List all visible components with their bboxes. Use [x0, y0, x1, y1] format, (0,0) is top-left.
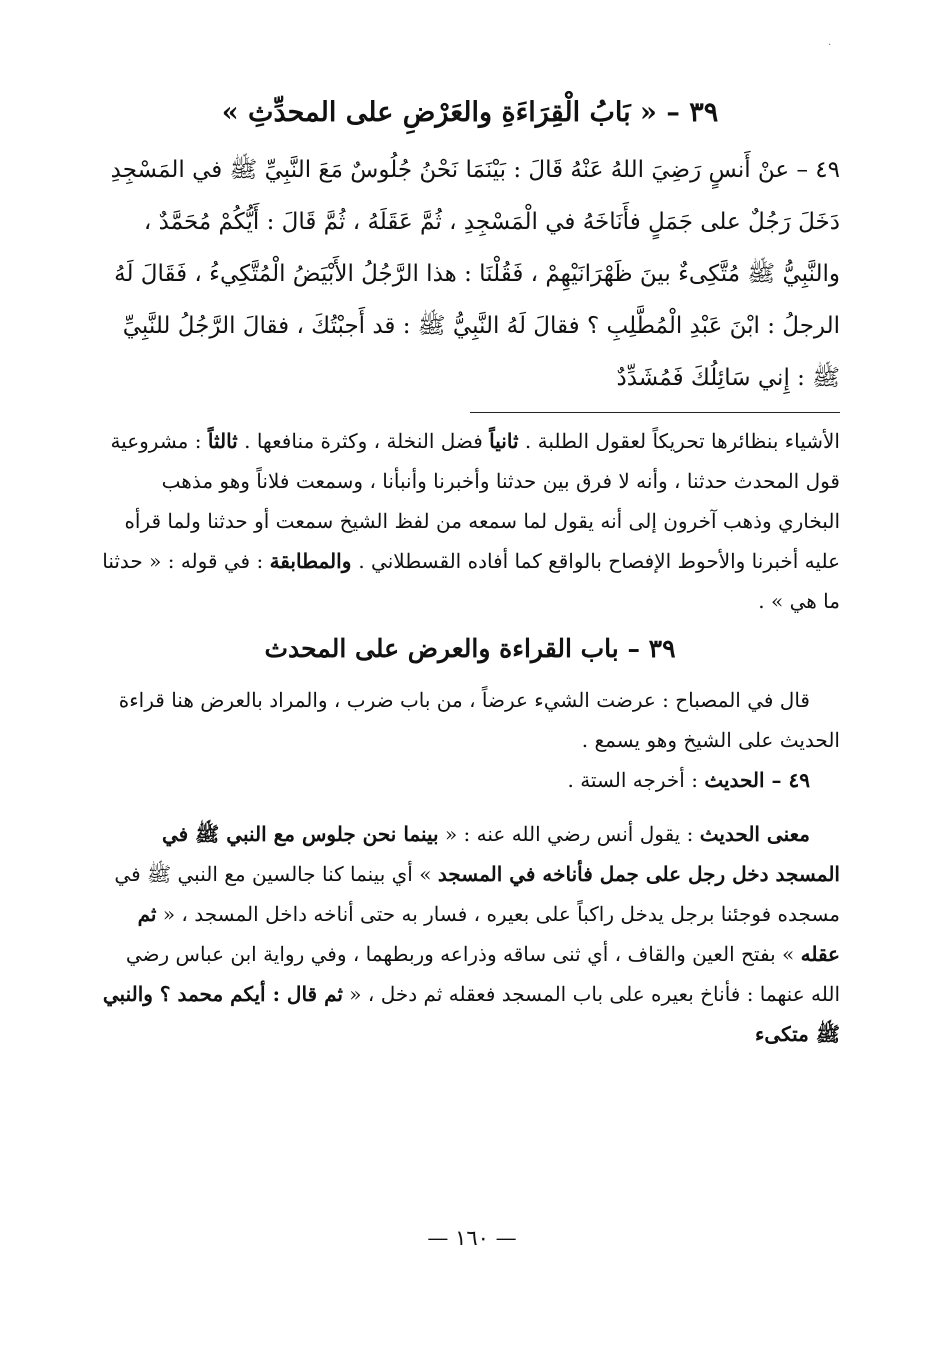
meaning-text-2: » أي بينما كنا جالسين مع النبي ﷺ في مسجده فوجئنا برجل يدخل راكباً على بعيره ، فسار به حتى أناخه داخل المسجد ، « [114, 861, 840, 926]
commentary-part-3: : مشروعية قول المحدث حدثنا ، وأنه لا فرق بين حدثنا وأخبرنا وأنبأنا ، وسمعت فلاناً وهو مذهب البخاري وذهب آخرون إلى أنه يقول لما سمعه من لفظ الشيخ سمعت أو حدثنا ولما قرأه عليه أخبرنا والأحوط الإفصاح بالواقع كما أفاده القسطلاني . [110, 429, 840, 574]
hadith-source-label: ٤٩ – الحديث [704, 767, 810, 792]
commentary-second-label: ثانياً [489, 429, 519, 454]
explanation-paragraph: قال في المصباح : عرضت الشيء عرضاً ، من باب ضرب ، والمراد بالعرض هنا قراءة الحديث على الشيخ وهو يسمع . [118, 687, 840, 752]
hadith-source-text: : أخرجه الستة . [567, 767, 705, 792]
hadith-text: ٤٩ – عنْ أَنسٍ رَضِيَ اللهُ عَنْهُ قَالَ : بَيْنَمَا نَحْنُ جُلُوسٌ مَعَ النَّبِيِّ ﷺ في المَسْجِدِ دَخَلَ رَجُلٌ على جَمَلٍ فأَنَاخَهُ في الْمَسْجِدِ ، ثُمَّ عَقَلَهُ ، ثُمَّ قَالَ : أَيُّكُمْ مُحَمَّدٌ ، والنَّبِيُّ ﷺ مُتَّكِىءٌ بينَ ظَهْرَانَيْهِمْ ، فَقُلْنَا : هذا الرَّجُلُ الأَبْيَضُ الْمُتَّكِيءُ ، فَقَالَ لَهُ الرجلُ : ابْنَ عَبْدِ الْمُطَّلِبِ ؟ فقالَ لَهُ النَّبِيُّ ﷺ : قد أَجبْتُكَ ، فقالَ الرَّجُلُ للنَّبِيِّ ﷺ : إِني سَائِلُكَ فَمُشَدِّدٌ [110, 157, 840, 392]
scan-speck: · [828, 40, 832, 51]
meaning-text-1: : يقول أنس رضي الله عنه : « [438, 821, 700, 846]
meaning-paragraph [100, 814, 840, 1054]
document-page [100, 95, 840, 1054]
commentary-part-4: : في قوله : « حدثنا ما هي » . [102, 549, 840, 614]
commentary-part-2: فضل النخلة ، وكثرة منافعها . [244, 429, 490, 454]
meaning-text-3: » بفتح العين والقاف ، أي ثنى ساقه وذراعه وربطهما ، وفي رواية ابن عباس رضي الله عنهما : فأناخ بعيره على باب المسجد فعقله ثم دخل ، « [125, 941, 840, 1006]
meaning-quote-3: ثم قال : أيكم محمد ؟ والنبي ﷺ متكىء [102, 981, 840, 1046]
chapter-title: ٣٩ – « بَابُ الْقِرَاءَةِ والعَرْضِ على المحدِّثِ » [221, 97, 719, 128]
hadith-source-line [100, 760, 840, 800]
meaning-quote-2: ثم عقله [137, 901, 840, 966]
section-title: ٣٩ – باب القراءة والعرض على المحدث [264, 634, 676, 664]
meaning-label: معنى الحديث [699, 821, 810, 846]
commentary-part-1: الأشياء بنظائرها تحريكاً لعقول الطلبة . [524, 429, 840, 454]
footnote-divider [470, 412, 840, 413]
meaning-quote-1: بينما نحن جلوس مع النبي ﷺ في المسجد دخل رجل على جمل فأناخه في المسجد [161, 821, 840, 886]
commentary-correspondence-label: والمطابقة [269, 549, 359, 574]
commentary-continuation [100, 421, 840, 621]
commentary-third-label: ثالثاً [207, 429, 238, 454]
page-number: — ١٦٠ — [427, 1226, 517, 1250]
